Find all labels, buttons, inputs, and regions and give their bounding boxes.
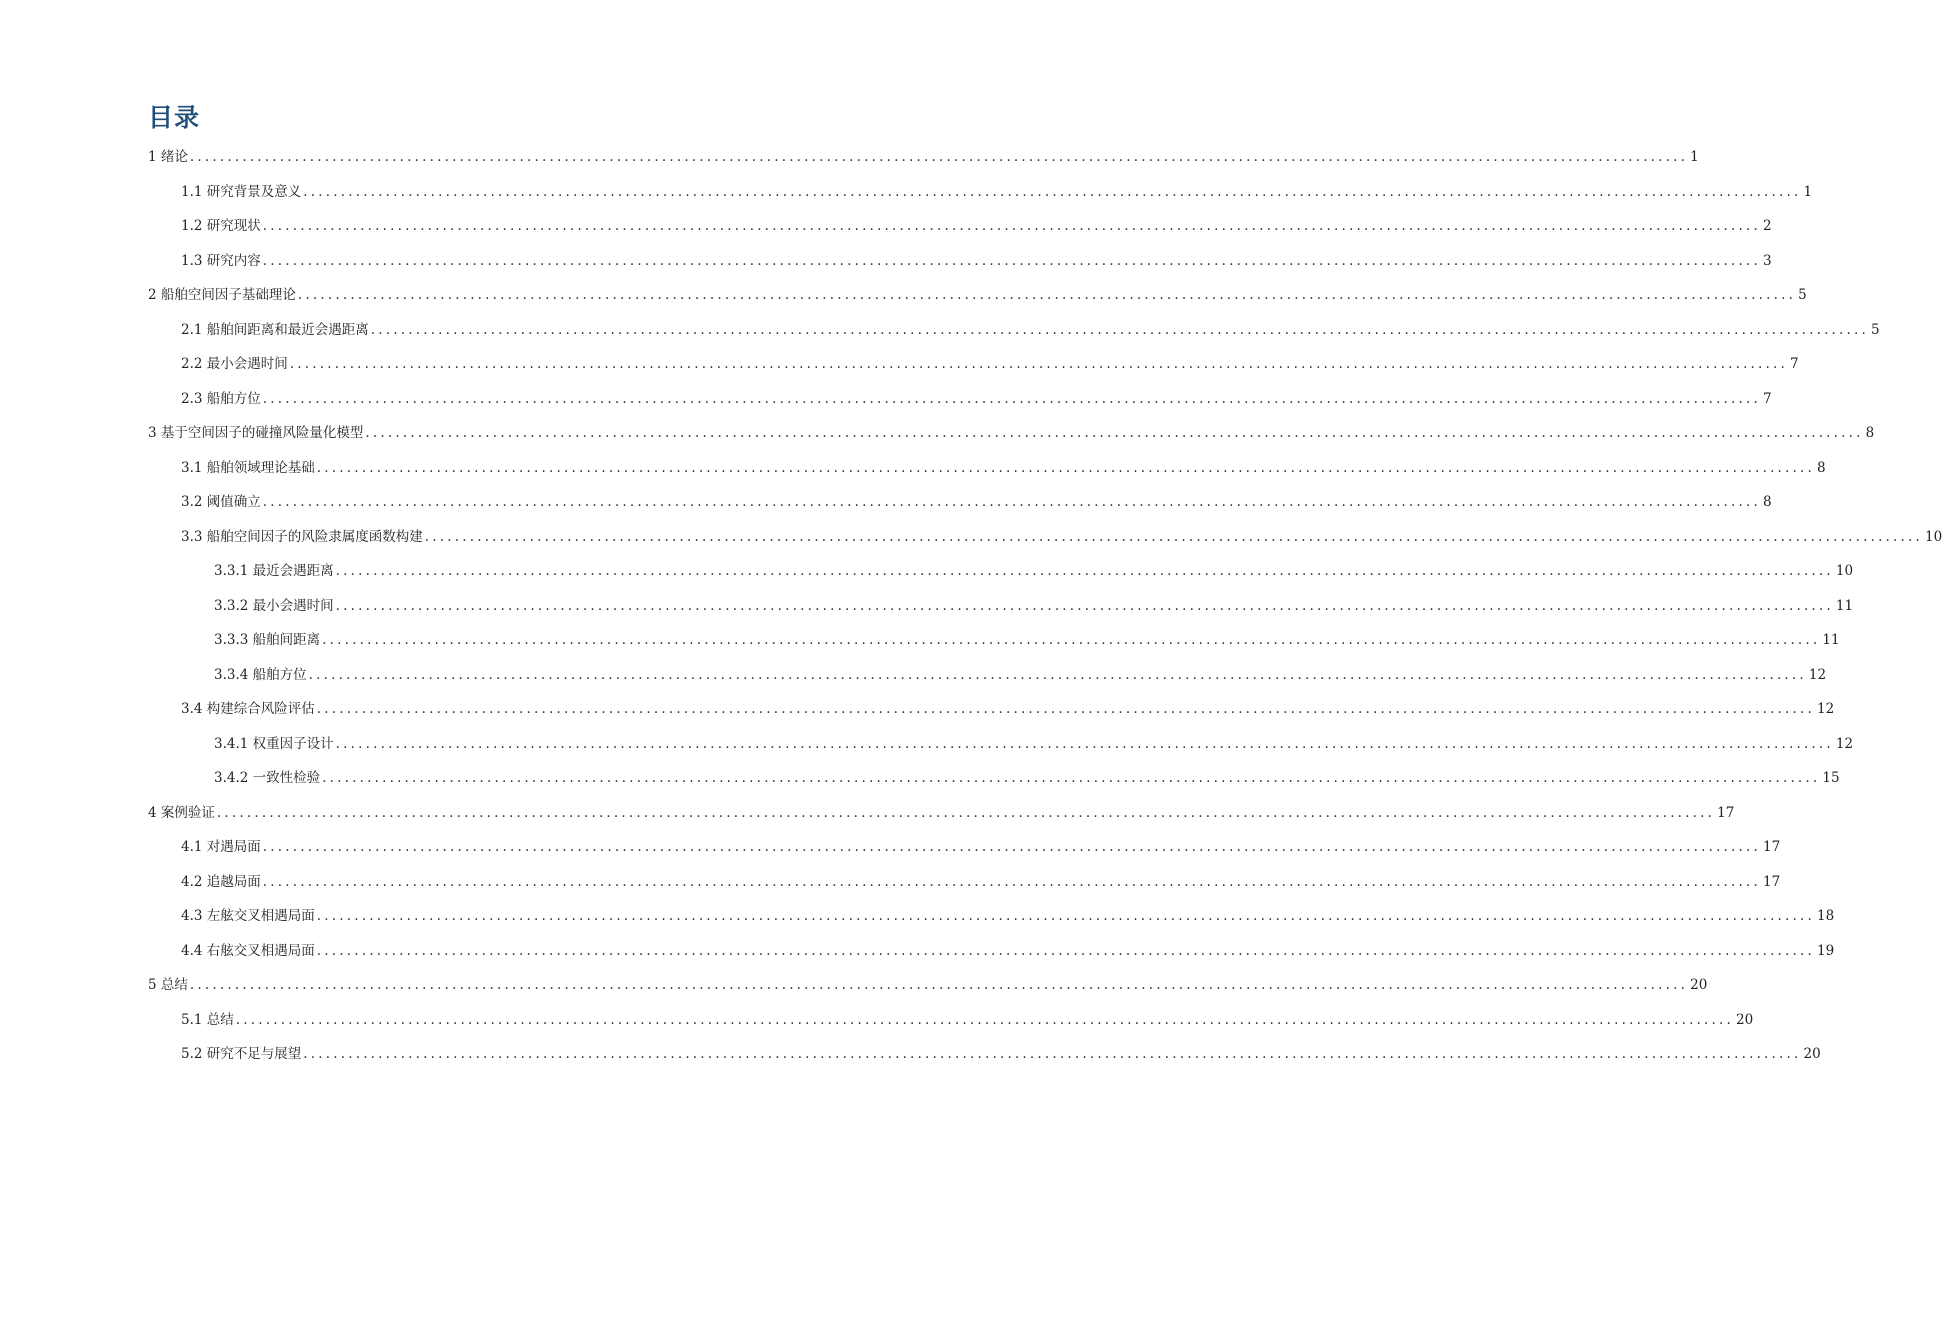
toc-entry[interactable] xyxy=(148,278,1807,313)
toc-page-number: 17 xyxy=(1763,839,1781,855)
toc-entry-text: 4.1 对遇局面 xyxy=(181,839,261,855)
toc-page-number: 7 xyxy=(1763,390,1772,407)
toc-page-number: 17 xyxy=(1763,873,1781,890)
toc-entry-text: 2 船舶空间因子基础理论 xyxy=(148,287,296,303)
toc-entry-text: 3.3.3 船舶间距离 xyxy=(214,632,321,648)
toc-entry[interactable] xyxy=(148,485,1772,520)
dot-leader: ........................................................................................................................................................................................................ xyxy=(303,183,1802,200)
toc-entry[interactable] xyxy=(148,244,1772,279)
toc-page-number: 1 xyxy=(1690,149,1699,165)
toc-entry[interactable] xyxy=(148,209,1772,244)
toc-page-number: 12 xyxy=(1835,735,1854,752)
toc-entry-text: 3.4.1 权重因子设计 xyxy=(214,735,334,752)
dot-leader: ........................................................................................................................................................................................................ xyxy=(262,839,1762,855)
toc-entry[interactable] xyxy=(148,451,1826,486)
toc-entry-text: 4.3 左舷交叉相遇局面 xyxy=(181,908,315,924)
toc-entry-text: 2.3 船舶方位 xyxy=(181,390,261,407)
toc-entry-text: 3 基于空间因子的碰撞风险量化模型 xyxy=(148,425,364,441)
dot-leader: ........................................................................................................................................................................................................ xyxy=(322,632,1821,648)
dot-leader: ........................................................................................................................................................................................................ xyxy=(262,218,1762,234)
toc-entry-text: 5.2 研究不足与展望 xyxy=(181,1046,302,1062)
toc-page-number: 20 xyxy=(1690,977,1708,993)
toc-page-number: 12 xyxy=(1808,666,1827,683)
toc-entry[interactable] xyxy=(148,1003,1754,1038)
dot-leader: ........................................................................................................................................................................................................ xyxy=(316,701,1816,717)
dot-leader: ........................................................................................................................................................................................................ xyxy=(335,597,1834,614)
toc-title: 目录 xyxy=(148,103,201,132)
toc-page-number: 8 xyxy=(1763,494,1772,510)
toc-entry[interactable] xyxy=(148,623,1840,658)
toc-entry[interactable] xyxy=(148,589,1854,624)
toc-page-number: 15 xyxy=(1822,770,1840,786)
toc-entry-text: 1.3 研究内容 xyxy=(181,252,261,269)
toc-entry[interactable] xyxy=(148,865,1781,900)
toc-page-number: 5 xyxy=(1871,321,1880,338)
toc-page-number: 11 xyxy=(1835,597,1854,614)
toc-page-number: 19 xyxy=(1817,942,1835,959)
dot-leader: ........................................................................................................................................................................................................ xyxy=(262,494,1762,510)
toc-entry-text: 3.3.4 船舶方位 xyxy=(214,666,307,683)
toc-entry-text: 3.3 船舶空间因子的风险隶属度函数构建 xyxy=(181,528,423,545)
toc-page-number: 11 xyxy=(1822,632,1840,648)
toc-entry[interactable] xyxy=(148,796,1735,831)
toc-entry-text: 4 案例验证 xyxy=(148,804,215,821)
toc-page-number: 17 xyxy=(1717,804,1735,821)
dot-leader: ........................................................................................................................................................................................................ xyxy=(262,390,1762,407)
dot-leader: ........................................................................................................................................................................................................ xyxy=(322,770,1821,786)
toc-entry-text: 5 总结 xyxy=(148,977,188,993)
toc-entry[interactable] xyxy=(148,968,1708,1003)
dot-leader: ........................................................................................................................................................................................................ xyxy=(297,287,1797,303)
toc-page-number: 2 xyxy=(1763,218,1772,234)
dot-leader: ........................................................................................................................................................................................................ xyxy=(189,149,1689,165)
toc-entry-text: 3.2 阈值确立 xyxy=(181,494,261,510)
toc-entry[interactable] xyxy=(148,313,1880,348)
dot-leader: ........................................................................................................................................................................................................ xyxy=(216,804,1716,821)
toc-entry[interactable] xyxy=(148,1037,1821,1072)
toc-entry[interactable] xyxy=(148,761,1840,796)
toc-entry[interactable] xyxy=(148,554,1854,589)
dot-leader: ........................................................................................................................................................................................................ xyxy=(424,528,1924,545)
toc-entry[interactable] xyxy=(148,727,1854,762)
toc-entry-text: 1.2 研究现状 xyxy=(181,218,261,234)
toc-page-number: 8 xyxy=(1817,459,1826,476)
toc-page-number: 7 xyxy=(1790,356,1799,372)
toc-entry-text: 1 绪论 xyxy=(148,149,188,165)
table-of-contents xyxy=(148,140,1942,1072)
toc-entry[interactable] xyxy=(148,934,1835,969)
dot-leader: ........................................................................................................................................................................................................ xyxy=(365,425,1864,441)
toc-page-number: 10 xyxy=(1835,563,1854,579)
dot-leader: ........................................................................................................................................................................................................ xyxy=(316,459,1816,476)
toc-entry-text: 3.4 构建综合风险评估 xyxy=(181,701,315,717)
toc-entry[interactable] xyxy=(148,830,1781,865)
toc-entry[interactable] xyxy=(148,658,1827,693)
dot-leader: ........................................................................................................................................................................................................ xyxy=(303,1046,1802,1062)
toc-entry[interactable] xyxy=(148,347,1799,382)
dot-leader: ........................................................................................................................................................................................................ xyxy=(335,735,1834,752)
toc-page-number: 5 xyxy=(1798,287,1807,303)
toc-entry-text: 5.1 总结 xyxy=(181,1011,234,1028)
toc-page-number: 20 xyxy=(1803,1046,1821,1062)
toc-entry-text: 2.2 最小会遇时间 xyxy=(181,356,288,372)
toc-entry-text: 4.2 追越局面 xyxy=(181,873,261,890)
dot-leader: ........................................................................................................................................................................................................ xyxy=(316,908,1816,924)
dot-leader: ........................................................................................................................................................................................................ xyxy=(262,252,1762,269)
toc-page-number: 12 xyxy=(1817,701,1835,717)
toc-entry-text: 2.1 船舶间距离和最近会遇距离 xyxy=(181,321,369,338)
toc-entry[interactable] xyxy=(148,382,1772,417)
toc-entry-text: 3.4.2 一致性检验 xyxy=(214,770,321,786)
toc-entry-text: 3.3.2 最小会遇时间 xyxy=(214,597,334,614)
toc-entry-text: 3.1 船舶领域理论基础 xyxy=(181,459,315,476)
toc-entry-text: 4.4 右舷交叉相遇局面 xyxy=(181,942,315,959)
toc-entry-text: 3.3.1 最近会遇距离 xyxy=(214,563,334,579)
dot-leader: ........................................................................................................................................................................................................ xyxy=(189,977,1689,993)
dot-leader: ........................................................................................................................................................................................................ xyxy=(308,666,1807,683)
toc-page-number: 1 xyxy=(1803,183,1813,200)
toc-page-number: 3 xyxy=(1763,252,1772,269)
toc-page-number: 8 xyxy=(1865,425,1875,441)
dot-leader: ........................................................................................................................................................................................................ xyxy=(316,942,1816,959)
dot-leader: ........................................................................................................................................................................................................ xyxy=(370,321,1870,338)
toc-entry-text: 1.1 研究背景及意义 xyxy=(181,183,302,200)
dot-leader: ........................................................................................................................................................................................................ xyxy=(235,1011,1735,1028)
toc-entry[interactable] xyxy=(148,140,1699,175)
dot-leader: ........................................................................................................................................................................................................ xyxy=(335,563,1834,579)
dot-leader: ........................................................................................................................................................................................................ xyxy=(289,356,1789,372)
toc-entry[interactable] xyxy=(148,175,1813,210)
toc-page-number: 10 xyxy=(1925,528,1942,545)
toc-entry[interactable] xyxy=(148,692,1835,727)
toc-entry[interactable] xyxy=(148,899,1835,934)
toc-entry[interactable] xyxy=(148,520,1942,555)
toc-page-number: 20 xyxy=(1736,1011,1754,1028)
toc-entry[interactable] xyxy=(148,416,1875,451)
dot-leader: ........................................................................................................................................................................................................ xyxy=(262,873,1762,890)
toc-page-number: 18 xyxy=(1817,908,1835,924)
